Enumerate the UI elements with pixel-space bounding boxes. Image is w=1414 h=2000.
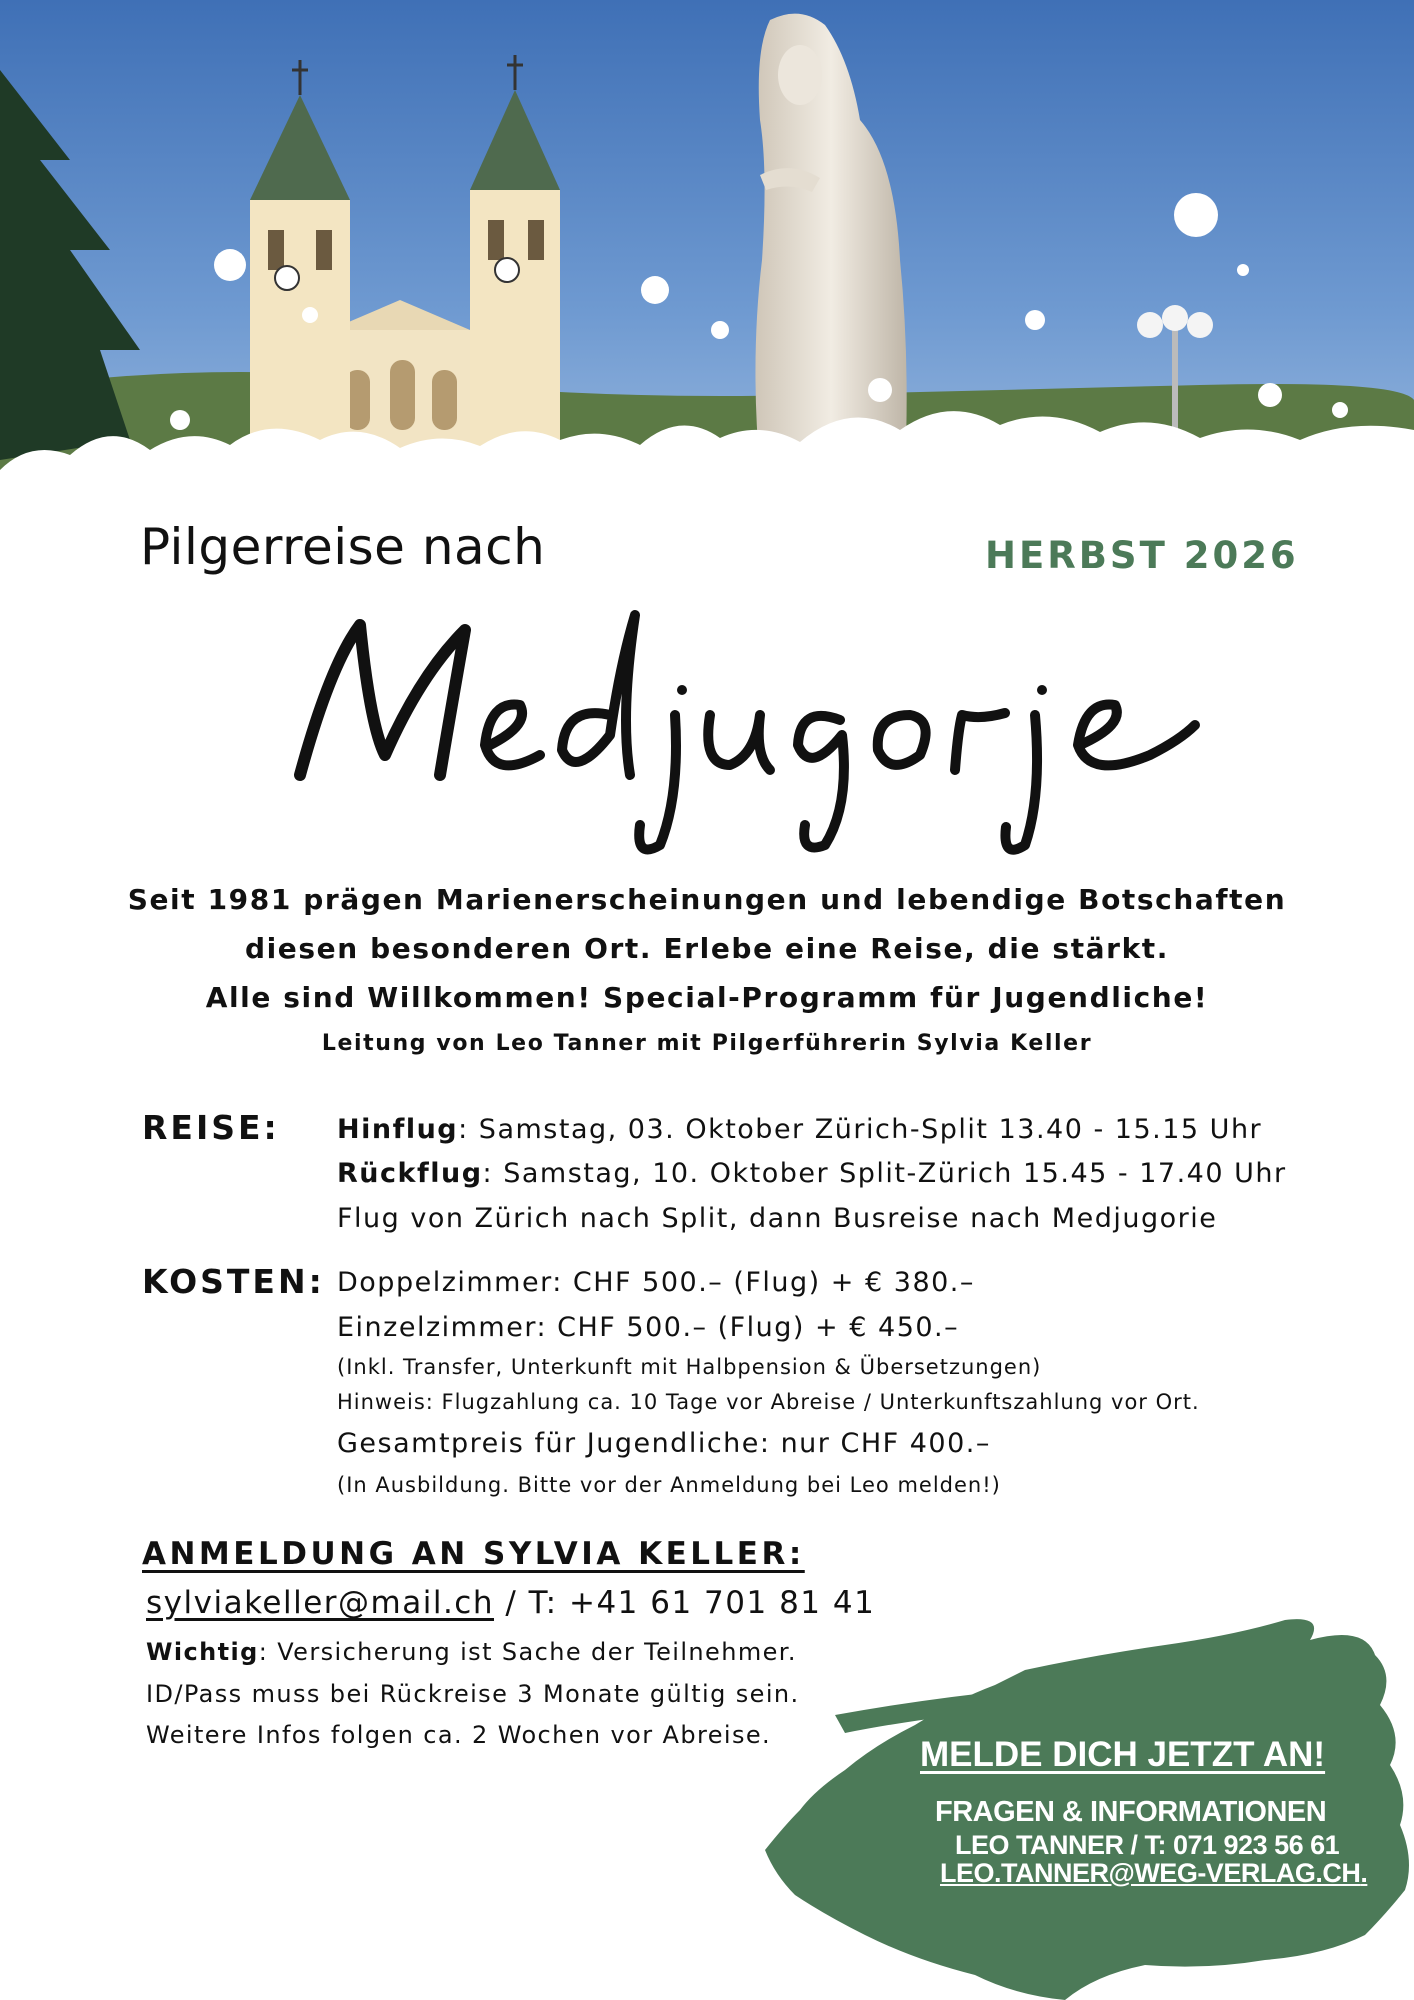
rueckflug-line (337, 1158, 1287, 1189)
registration-email-link[interactable]: sylviakeller@mail.ch (146, 1585, 494, 1621)
wichtig-text: : Versicherung ist Sache der Teilnehmer. (258, 1638, 797, 1666)
hinflug-text: : Samstag, 03. Oktober Zürich-Split 13.40 - 15.15 Uhr (458, 1114, 1263, 1145)
intro-line-3: Alle sind Willkommen! Special-Programm für Jugendliche! (205, 981, 1209, 1014)
registration-phone: / T: +41 61 701 81 41 (494, 1585, 876, 1621)
pre-title: Pilgerreise nach (140, 518, 546, 576)
season-label: HERBST 2026 (985, 534, 1299, 577)
flug-info: Flug von Zürich nach Split, dann Busreise nach Medjugorie (337, 1203, 1218, 1234)
cta-email-link[interactable]: LEO.TANNER@WEG-VERLAG.CH (940, 1858, 1361, 1888)
note-passport: ID/Pass muss bei Rückreise 3 Monate gültig sein. (146, 1680, 800, 1708)
hero-illustration (0, 0, 1414, 520)
cta-email-suffix: . (1360, 1858, 1368, 1888)
cta-email-line (940, 1858, 1367, 1889)
hinflug-label: Hinflug (337, 1114, 459, 1145)
cta-subtitle: FRAGEN & INFORMATIONEN (935, 1796, 1327, 1828)
wichtig-label: Wichtig (146, 1638, 259, 1666)
note-more-info: Weitere Infos folgen ca. 2 Wochen vor Abreise. (146, 1721, 772, 1749)
intro-line-4: Leitung von Leo Tanner mit Pilgerführerin Sylvia Keller (321, 1031, 1093, 1056)
rueckflug-text: : Samstag, 10. Oktober Split-Zürich 15.45 - 17.40 Uhr (482, 1158, 1287, 1189)
intro-line-2: diesen besonderen Ort. Erlebe eine Reise, die stärkt. (244, 932, 1170, 965)
reise-label: REISE: (142, 1108, 280, 1147)
payment-note: Hinweis: Flugzahlung ca. 10 Tage vor Abreise / Unterkunftszahlung vor Ort. (337, 1390, 1200, 1414)
youth-note: (In Ausbildung. Bitte vor der Anmeldung bei Leo melden!) (337, 1473, 1001, 1497)
doppelzimmer-price: Doppelzimmer: CHF 500.– (Flug) + € 380.– (337, 1267, 975, 1298)
hinflug-line (337, 1114, 1262, 1145)
cta-phone: LEO TANNER / T: 071 923 56 61 (955, 1830, 1340, 1860)
rueckflug-label: Rückflug (337, 1158, 483, 1189)
cta-title: MELDE DICH JETZT AN! (920, 1735, 1326, 1774)
intro-line-1: Seit 1981 prägen Marienerscheinungen und lebendige Botschaften (127, 883, 1287, 916)
registration-title: ANMELDUNG AN SYLVIA KELLER: (142, 1536, 805, 1572)
youth-price: Gesamtpreis für Jugendliche: nur CHF 400.– (337, 1428, 991, 1459)
inklusive-note: (Inkl. Transfer, Unterkunft mit Halbpension & Übersetzungen) (337, 1355, 1042, 1379)
kosten-label: KOSTEN: (142, 1262, 325, 1301)
einzelzimmer-price: Einzelzimmer: CHF 500.– (Flug) + € 450.– (337, 1312, 960, 1343)
note-insurance (146, 1638, 797, 1666)
main-title-script (290, 605, 1210, 865)
